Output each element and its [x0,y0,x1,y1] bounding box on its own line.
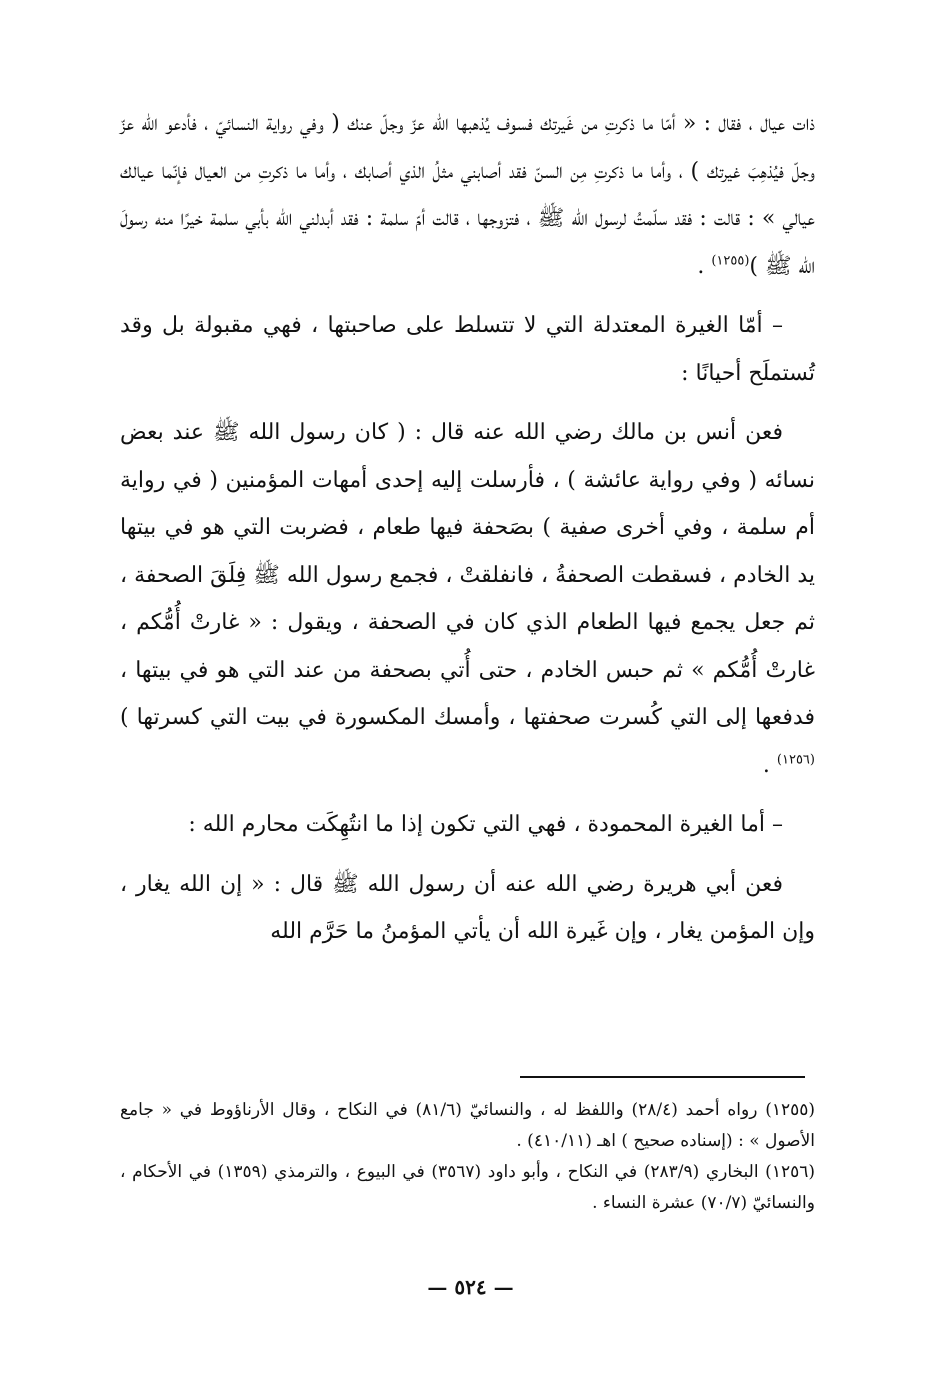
footnote-divider [520,1076,805,1078]
footnote-1255: (١٢٥٥) رواه أحمد (٢٨/٤) واللفظ له ، والنسائيّ (٨١/٦) في النكاح ، وقال الأرناؤوط في « جامع الأصول » : (إسناده صحيح ) اهـ (٤١٠/١١) . [120,1100,816,1151]
main-text [120,100,815,956]
footnote-ref-1256[interactable]: (١٢٥٦) [776,752,815,768]
footnote-1256: (١٢٥٦) البخاري (٢٨٣/٩) في النكاح ، وأبو داود (٣٥٦٧) في البيوع ، والترمذي (١٣٥٩) في الأحكام ، والنسائيّ (٧٠/٧) عشرة النساء . [120,1162,815,1213]
paragraph-1-text: ذات عيال ، فقال : « أمّا ما ذكرتِ من غَيرتك فسوف يُذهبها الله عزّ وجلّ عنك ( وفي رواية النسائيّ ، فأدعو الله عزّ وجلّ فيُذهِبَ غيرتك ) ، وأما ما ذكرتِ مِن السنّ فقد أصابني مثلُ الذي أصابك ، وأما ما ذكرتِ من العيال فإنّما عيالك عيالي » : قالت : فقد سلّمتُ لرسول الله ﷺ ، فتزوجها ، قالت أمّ سلمة : فقد أبدلني الله بأبي سلمة خيرًا منه رسولَ الله ﷺ ) [120,111,815,279]
paragraph-3-end: . [762,752,777,778]
paragraph-5: فعن أبي هريرة رضي الله عنه أن رسول الله ﷺ قال : « إن الله يغار ، وإن المؤمن يغار ، وإن غَيرة الله أن يأتي المؤمنُ ما حَرَّم الله [120,871,815,944]
paragraph-2: – أمّا الغيرة المعتدلة التي لا تتسلط على صاحبتها ، فهي مقبولة بل وقد تُستملَح أحيانًا : [120,313,815,386]
footnote-ref-1255[interactable]: (١٢٥٥) [711,253,750,269]
paragraph-3 [120,409,815,789]
paragraph-4: – أما الغيرة المحمودة ، فهي التي تكون إذا ما انتُهِكَت محارم الله : [188,812,783,837]
footnotes [120,1095,815,1219]
paragraph-1 [120,100,815,290]
paragraph-1-end: . [697,253,712,279]
paragraph-3-text: فعن أنس بن مالك رضي الله عنه قال : ( كان رسول الله ﷺ عند بعض نسائه ( وفي رواية عائشة ) ، فأرسلت إليه إحدى أمهات المؤمنين ( في رواية أم سلمة ، وفي أخرى صفية ) بصَحفة فيها طعام ، فضربت التي هو في بيتها يد الخادم ، فسقطت الصحفةُ ، فانفلقتْ ، فجمع رسول الله ﷺ فِلَقَ الصحفة ، ثم جعل يجمع فيها الطعام الذي كان في الصحفة ، ويقول : « غارتْ أُمُّكم ، غارتْ أُمُّكم » ثم حبس الخادم ، حتى أُتي بصحفة من عند التي هو في بيتها ، فدفعها إلى التي كُسرت صحفتها ، وأمسك المكسورة في بيت التي كسرتها ) [120,420,815,730]
page-number: — ٥٢٤ — [427,1275,514,1299]
